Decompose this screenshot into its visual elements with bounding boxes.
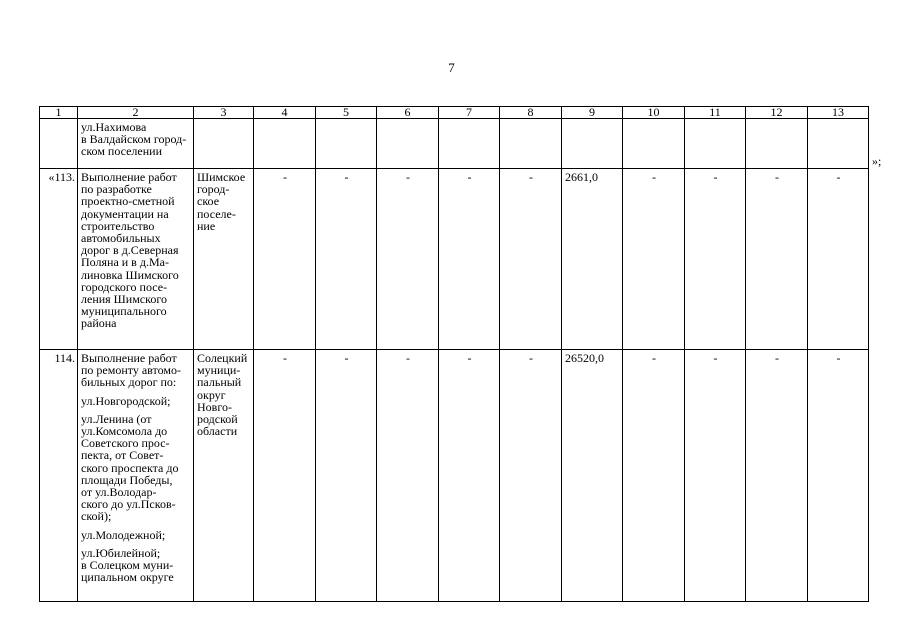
description-cell [78, 350, 194, 602]
text-line: Советского прос- [81, 436, 170, 451]
col-header: 3 [194, 107, 254, 119]
value-cell: - [377, 169, 439, 350]
col-header: 5 [316, 107, 377, 119]
table-row-continuation [40, 119, 869, 169]
text-line: ления Шимского [81, 292, 167, 307]
col-header: 9 [562, 107, 623, 119]
text-line: Поляна и в д.Ма- [81, 255, 169, 270]
text-line: Выполнение работ [81, 170, 177, 184]
text-line: ул.Молодежной; [81, 527, 166, 542]
text-line: поселе- [197, 206, 236, 221]
text-line: от ул.Володар- [81, 485, 157, 500]
value-cell: - [254, 350, 316, 602]
col-header: 2 [78, 107, 194, 119]
text-line: округ [197, 387, 226, 402]
col-header: 6 [377, 107, 439, 119]
text-line: документации на [81, 206, 169, 221]
text-line: ское [197, 194, 220, 209]
text-line: в Солецком муни- [81, 558, 174, 573]
text-line: Новго- [197, 399, 232, 414]
description-cell [78, 119, 194, 169]
executor-cell [194, 350, 254, 602]
text-line: ском поселении [81, 144, 163, 159]
text-line: строительство [81, 218, 155, 233]
table-row-113 [40, 169, 869, 350]
text-line: пекта, от Совет- [81, 448, 164, 463]
col-header: 7 [439, 107, 500, 119]
value-cell: - [623, 169, 685, 350]
value-cell: 2661,0 [562, 169, 623, 350]
value-cell: - [808, 350, 869, 602]
text-line: городского посе- [81, 279, 168, 294]
page-number: 7 [448, 60, 455, 75]
col-header: 4 [254, 107, 316, 119]
text-line: площади Победы, [81, 472, 173, 487]
col-header: 11 [685, 107, 746, 119]
text-line: в Валдайском город- [81, 132, 187, 147]
value-cell: - [500, 350, 562, 602]
text-line: ние [197, 218, 216, 233]
value-cell: - [746, 169, 808, 350]
table-row-114 [40, 350, 869, 602]
text-line: Шимское [197, 170, 246, 184]
row-number: 114. [40, 350, 78, 602]
executor-cell [194, 169, 254, 350]
text-line: района [81, 316, 117, 331]
text-line: ципальном округе [81, 570, 174, 585]
description-cell [78, 169, 194, 350]
text-line: автомобильных [81, 231, 161, 246]
value-cell: - [439, 169, 500, 350]
text-line: ул.Нахимова [81, 120, 147, 134]
text-line: ского проспекта до [81, 460, 179, 475]
works-table [39, 106, 869, 602]
text-line: ул.Юбилейной; [81, 545, 161, 560]
text-line: муниципального [81, 304, 167, 319]
text-line: области [197, 424, 238, 439]
value-cell: - [377, 350, 439, 602]
closing-quote-mark: »; [872, 154, 882, 168]
text-line: по разработке [81, 182, 152, 197]
col-header: 12 [746, 107, 808, 119]
text-line: ул.Ленина (от [81, 411, 152, 426]
text-line: ского до ул.Псков- [81, 497, 176, 512]
col-header: 8 [500, 107, 562, 119]
col-header: 10 [623, 107, 685, 119]
text-line: ул.Новгородской; [81, 393, 171, 408]
value-cell: - [316, 169, 377, 350]
text-line: по ремонту автомо- [81, 363, 181, 378]
text-line: пальный [197, 375, 242, 390]
value-cell: - [685, 169, 746, 350]
text-line: родской [197, 412, 238, 427]
text-line: муници- [197, 363, 241, 378]
text-line: дорог в д.Северная [81, 243, 179, 258]
value-cell: - [685, 350, 746, 602]
text-line: ской); [81, 509, 112, 524]
text-line: Выполнение работ [81, 351, 177, 365]
value-cell: - [439, 350, 500, 602]
value-cell: 26520,0 [562, 350, 623, 602]
row-number: «113. [40, 169, 78, 350]
text-line: линовка Шимского [81, 267, 179, 282]
text-line: проектно-сметной [81, 194, 175, 209]
value-cell: - [500, 169, 562, 350]
value-cell: - [316, 350, 377, 602]
value-cell: - [254, 169, 316, 350]
text-line: ул.Комсомола до [81, 424, 168, 439]
value-cell: - [746, 350, 808, 602]
text-line: Солецкий [197, 351, 248, 365]
col-header: 1 [40, 107, 78, 119]
header-row [40, 107, 869, 119]
col-header: 13 [808, 107, 869, 119]
value-cell: - [808, 169, 869, 350]
text-line: бильных дорог по: [81, 375, 177, 390]
value-cell: - [623, 350, 685, 602]
text-line: город- [197, 182, 230, 197]
